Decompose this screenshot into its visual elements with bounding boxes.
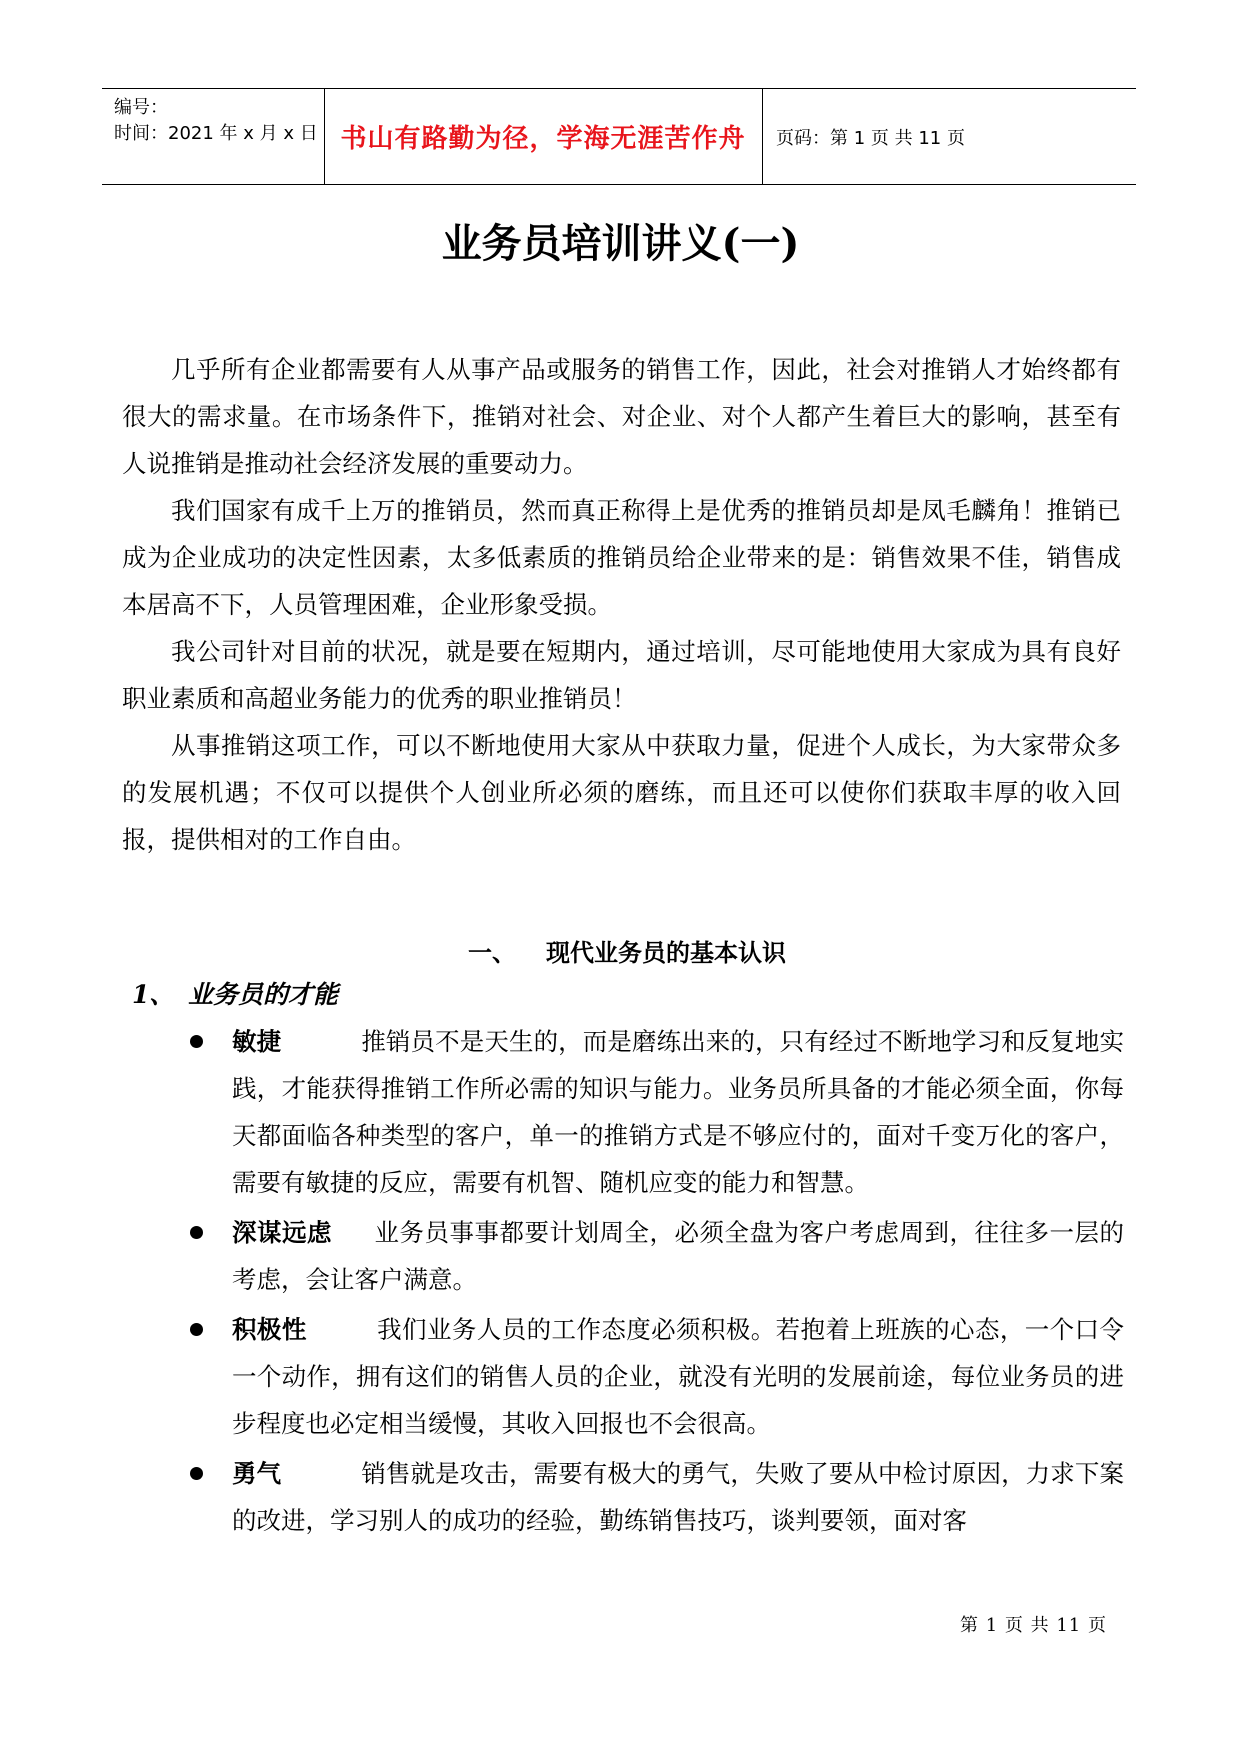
section-number: 一、 (468, 939, 516, 967)
intro-section (122, 346, 1121, 863)
intro-paragraph: 从事推销这项工作，可以不断地使用大家从中获取力量，促进个人成长，为大家带众多的发展机遇；不仅可以提供个人创业所必须的磨练，而且还可以使你们获取丰厚的收入回报，提供相对的工作自由。 (122, 731, 1121, 854)
header-motto: 书山有路勤为径，学海无涯苦作舟 (340, 124, 746, 154)
subsection-number: 1、 (132, 980, 175, 1009)
subsection-heading (132, 975, 338, 1011)
header-meta (114, 95, 354, 147)
bullet-item (190, 1209, 1124, 1303)
document-title: 业务员培训讲义(一) (441, 220, 800, 267)
document-number: 编号： (114, 97, 168, 118)
bullet-dot-icon (190, 1467, 203, 1480)
header-page-info: 页码：第 1 页 共 11 页 (776, 127, 965, 149)
intro-paragraph: 我们国家有成千上万的推销员，然而真正称得上是优秀的推销员却是凤毛麟角！推销已成为企业成功的决定性因素，太多低素质的推销员给企业带来的是：销售效果不佳，销售成本居高不下，人员管理困难，企业形象受损。 (122, 496, 1121, 619)
subsection-title: 业务员的才能 (188, 980, 339, 1009)
section-title: 现代业务员的基本认识 (546, 939, 786, 967)
bullet-text: 我们业务人员的工作态度必须积极。若抱着上班族的心态，一个口令一个动作，拥有这们的销售人员的企业，就没有光明的发展前途，每位业务员的进步程度也必定相当缓慢，其收入回报也不会很高。 (232, 1315, 1125, 1438)
bullet-text: 业务员事事都要计划周全，必须全盘为客户考虑周到，往往多一层的考虑，会让客户满意。 (232, 1218, 1124, 1294)
bullet-dot-icon (190, 1323, 203, 1336)
bullet-list (190, 1018, 1124, 1544)
bullet-item (190, 1450, 1124, 1544)
bullet-item (190, 1306, 1124, 1447)
intro-paragraph: 我公司针对目前的状况，就是要在短期内，通过培训，尽可能地使用大家成为具有良好职业素质和高超业务能力的优秀的职业推销员！ (122, 637, 1121, 713)
bullet-term: 敏捷 (232, 1027, 282, 1056)
bullet-term: 勇气 (232, 1459, 282, 1488)
bullet-term: 深谋远虑 (232, 1218, 332, 1247)
document-time: 时间：2021 年 x 月 x 日 (114, 123, 318, 144)
section-heading (468, 933, 786, 968)
bullet-dot-icon (190, 1035, 203, 1048)
intro-paragraph: 几乎所有企业都需要有人从事产品或服务的销售工作，因此，社会对推销人才始终都有很大的需求量。在市场条件下，推销对社会、对企业、对个人都产生着巨大的影响，甚至有人说推销是推动社会经济发展的重要动力。 (122, 355, 1121, 478)
bullet-text: 销售就是攻击，需要有极大的勇气，失败了要从中检讨原因，力求下案的改进，学习别人的成功的经验，勤练销售技巧，谈判要领，面对客 (232, 1459, 1125, 1535)
page-footer: 第 1 页 共 11 页 (960, 1615, 1107, 1636)
bullet-item (190, 1018, 1124, 1206)
document-header (102, 88, 1136, 185)
bullet-text: 推销员不是天生的，而是磨练出来的，只有经过不断地学习和反复地实践，才能获得推销工作所必需的知识与能力。业务员所具备的才能必须全面，你每天都面临各种类型的客户，单一的推销方式是不够应付的，面对千变万化的客户，需要有敏捷的反应，需要有机智、随机应变的能力和智慧。 (232, 1027, 1125, 1197)
bullet-term: 积极性 (232, 1315, 307, 1344)
bullet-dot-icon (190, 1226, 203, 1239)
